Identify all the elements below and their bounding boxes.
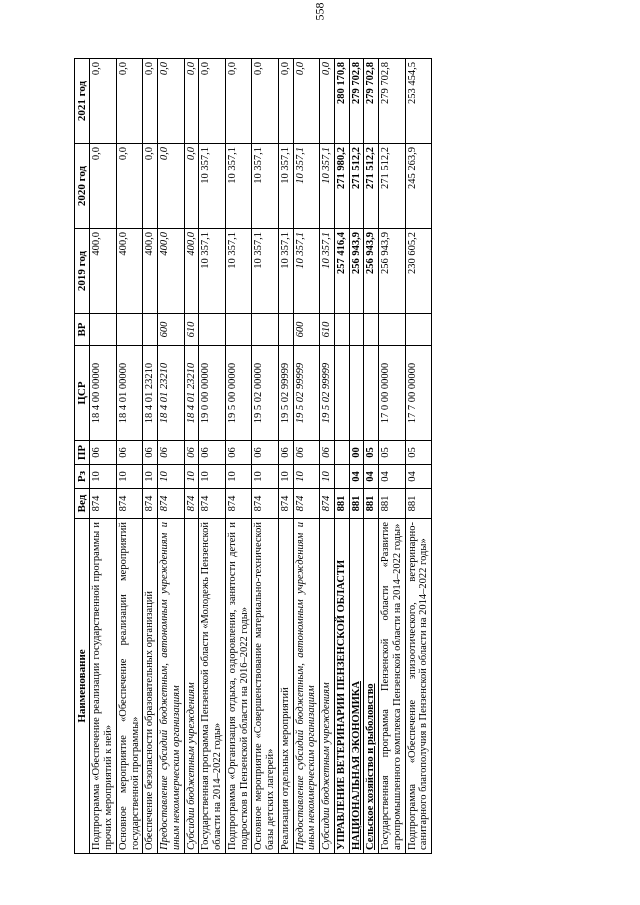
cell-csr: 19 5 02 99999 bbox=[278, 346, 293, 441]
cell-2020: 271 512,2 bbox=[349, 144, 364, 229]
table-row bbox=[349, 59, 364, 854]
cell-ved: 881 bbox=[364, 489, 379, 519]
table-row bbox=[158, 59, 185, 854]
cell-name: Основное мероприятие «Совершенствование материально-технической базы детских лагерей» bbox=[252, 519, 279, 854]
cell-pr: 06 bbox=[116, 441, 143, 465]
cell-name: Сельское хозяйство и рыболовство bbox=[364, 519, 379, 854]
cell-2019: 10 357,1 bbox=[278, 229, 293, 314]
cell-name: Предоставление субсидий бюджетным, автономным учреждениям и иным некоммерческим организациям bbox=[158, 519, 185, 854]
cell-2019: 256 943,9 bbox=[349, 229, 364, 314]
cell-pr: 06 bbox=[184, 441, 199, 465]
cell-2020: 0,0 bbox=[90, 144, 117, 229]
cell-csr: 18 4 01 23210 bbox=[158, 346, 185, 441]
cell-2020: 10 357,1 bbox=[225, 144, 252, 229]
cell-2021: 0,0 bbox=[90, 59, 117, 144]
cell-name: Субсидии бюджетным учреждениям bbox=[184, 519, 199, 854]
cell-2020: 10 357,1 bbox=[199, 144, 226, 229]
cell-2020: 10 357,1 bbox=[293, 144, 320, 229]
cell-2019: 400,0 bbox=[158, 229, 185, 314]
table-row bbox=[143, 59, 158, 854]
cell-2020: 271 512,2 bbox=[379, 144, 406, 229]
cell-name: Субсидии бюджетным учреждениям bbox=[320, 519, 335, 854]
cell-vr bbox=[199, 314, 226, 346]
cell-csr: 19 5 02 00000 bbox=[252, 346, 279, 441]
cell-pr: 06 bbox=[158, 441, 185, 465]
table-row bbox=[364, 59, 379, 854]
cell-2019: 256 943,9 bbox=[379, 229, 406, 314]
cell-csr bbox=[349, 346, 364, 441]
cell-pr: 06 bbox=[143, 441, 158, 465]
cell-ved: 874 bbox=[158, 489, 185, 519]
cell-csr bbox=[334, 346, 349, 441]
cell-pr: 05 bbox=[364, 441, 379, 465]
cell-pr: 06 bbox=[199, 441, 226, 465]
cell-ved: 874 bbox=[320, 489, 335, 519]
cell-name: Подпрограмма «Обеспечение реализации государственной программы и прочих мероприятий к ней» bbox=[90, 519, 117, 854]
cell-2021: 0,0 bbox=[252, 59, 279, 144]
header-vr: ВР bbox=[75, 314, 90, 346]
cell-2021: 0,0 bbox=[320, 59, 335, 144]
cell-rz: 10 bbox=[90, 465, 117, 489]
cell-csr: 18 4 01 00000 bbox=[116, 346, 143, 441]
cell-2021: 0,0 bbox=[199, 59, 226, 144]
cell-rz: 10 bbox=[278, 465, 293, 489]
cell-2019: 230 605,2 bbox=[405, 229, 432, 314]
header-name: Наименование bbox=[75, 519, 90, 854]
cell-pr: 06 bbox=[320, 441, 335, 465]
cell-2021: 0,0 bbox=[293, 59, 320, 144]
cell-2021: 280 170,8 bbox=[334, 59, 349, 144]
cell-2019: 10 357,1 bbox=[225, 229, 252, 314]
cell-ved: 874 bbox=[225, 489, 252, 519]
cell-rz: 10 bbox=[116, 465, 143, 489]
table-row bbox=[405, 59, 432, 854]
table-row bbox=[278, 59, 293, 854]
cell-2020: 271 512,2 bbox=[364, 144, 379, 229]
page-number-text: 558 bbox=[312, 2, 327, 21]
cell-2019: 400,0 bbox=[143, 229, 158, 314]
cell-vr bbox=[379, 314, 406, 346]
cell-vr bbox=[143, 314, 158, 346]
cell-rz: 10 bbox=[143, 465, 158, 489]
cell-ved: 881 bbox=[405, 489, 432, 519]
cell-pr: 06 bbox=[278, 441, 293, 465]
cell-2019: 257 416,4 bbox=[334, 229, 349, 314]
cell-2021: 253 454,5 bbox=[405, 59, 432, 144]
cell-csr: 18 4 00 00000 bbox=[90, 346, 117, 441]
cell-2019: 400,0 bbox=[116, 229, 143, 314]
cell-vr bbox=[252, 314, 279, 346]
cell-ved: 881 bbox=[349, 489, 364, 519]
table-row bbox=[334, 59, 349, 854]
cell-rz: 10 bbox=[158, 465, 185, 489]
cell-ved: 874 bbox=[199, 489, 226, 519]
cell-ved: 874 bbox=[293, 489, 320, 519]
table-row bbox=[199, 59, 226, 854]
cell-2020: 0,0 bbox=[116, 144, 143, 229]
header-2020: 2020 год bbox=[75, 144, 90, 229]
cell-pr: 06 bbox=[293, 441, 320, 465]
cell-2019: 10 357,1 bbox=[320, 229, 335, 314]
cell-csr: 19 5 02 99999 bbox=[293, 346, 320, 441]
page-number bbox=[0, 4, 640, 19]
cell-vr bbox=[278, 314, 293, 346]
cell-pr: 05 bbox=[379, 441, 406, 465]
cell-csr: 19 0 00 00000 bbox=[199, 346, 226, 441]
cell-rz: 10 bbox=[225, 465, 252, 489]
cell-2021: 0,0 bbox=[184, 59, 199, 144]
cell-vr: 610 bbox=[320, 314, 335, 346]
cell-pr: 06 bbox=[225, 441, 252, 465]
cell-name: Государственная программа Пензенской области «Развитие агропромышленного комплекса Пензенской области на 2014–2022 годы» bbox=[379, 519, 406, 854]
cell-2019: 400,0 bbox=[90, 229, 117, 314]
table-row bbox=[90, 59, 117, 854]
cell-name: УПРАВЛЕНИЕ ВЕТЕРИНАРИИ ПЕНЗЕНСКОЙ ОБЛАСТИ bbox=[334, 519, 349, 854]
cell-ved: 881 bbox=[379, 489, 406, 519]
table-row bbox=[293, 59, 320, 854]
table-row bbox=[225, 59, 252, 854]
cell-2021: 0,0 bbox=[143, 59, 158, 144]
cell-ved: 881 bbox=[334, 489, 349, 519]
cell-2019: 400,0 bbox=[184, 229, 199, 314]
header-2019: 2019 год bbox=[75, 229, 90, 314]
cell-vr bbox=[405, 314, 432, 346]
cell-name: Основное мероприятие «Обеспечение реализации мероприятий государственной программы» bbox=[116, 519, 143, 854]
cell-vr bbox=[116, 314, 143, 346]
cell-rz: 10 bbox=[184, 465, 199, 489]
table-row bbox=[252, 59, 279, 854]
budget-table bbox=[74, 58, 432, 854]
cell-name: НАЦИОНАЛЬНАЯ ЭКОНОМИКА bbox=[349, 519, 364, 854]
cell-2021: 0,0 bbox=[158, 59, 185, 144]
cell-name: Подпрограмма «Организация отдыха, оздоровления, занятости детей и подростков в Пензенской области на 2016–2022 годы» bbox=[225, 519, 252, 854]
header-2021: 2021 год bbox=[75, 59, 90, 144]
cell-name: Обеспечение безопасности образовательных организаций bbox=[143, 519, 158, 854]
cell-pr: 05 bbox=[405, 441, 432, 465]
cell-pr: 00 bbox=[349, 441, 364, 465]
cell-2020: 0,0 bbox=[184, 144, 199, 229]
cell-rz: 10 bbox=[320, 465, 335, 489]
cell-pr: 06 bbox=[90, 441, 117, 465]
cell-2020: 0,0 bbox=[158, 144, 185, 229]
cell-rz: 10 bbox=[199, 465, 226, 489]
cell-2021: 279 702,8 bbox=[379, 59, 406, 144]
cell-2020: 245 263,9 bbox=[405, 144, 432, 229]
cell-ved: 874 bbox=[90, 489, 117, 519]
cell-name: Государственная программа Пензенской области «Молодежь Пензенской области на 2014–2022 годы» bbox=[199, 519, 226, 854]
budget-table-container bbox=[74, 59, 609, 854]
header-pr: ПР bbox=[75, 441, 90, 465]
table-row bbox=[116, 59, 143, 854]
header-row bbox=[75, 59, 90, 854]
cell-vr bbox=[90, 314, 117, 346]
cell-vr bbox=[349, 314, 364, 346]
cell-csr: 19 5 00 00000 bbox=[225, 346, 252, 441]
cell-ved: 874 bbox=[184, 489, 199, 519]
cell-2019: 10 357,1 bbox=[252, 229, 279, 314]
cell-csr: 18 4 01 23210 bbox=[184, 346, 199, 441]
cell-ved: 874 bbox=[143, 489, 158, 519]
cell-rz: 10 bbox=[252, 465, 279, 489]
cell-rz: 04 bbox=[364, 465, 379, 489]
table-row bbox=[379, 59, 406, 854]
cell-2021: 0,0 bbox=[278, 59, 293, 144]
cell-vr bbox=[225, 314, 252, 346]
cell-2021: 279 702,8 bbox=[349, 59, 364, 144]
cell-csr: 17 0 00 00000 bbox=[379, 346, 406, 441]
cell-name: Предоставление субсидий бюджетным, автономным учреждениям и иным некоммерческим организациям bbox=[293, 519, 320, 854]
cell-2021: 0,0 bbox=[225, 59, 252, 144]
cell-pr: 06 bbox=[252, 441, 279, 465]
cell-ved: 874 bbox=[252, 489, 279, 519]
cell-ved: 874 bbox=[278, 489, 293, 519]
cell-rz: 10 bbox=[293, 465, 320, 489]
table-body bbox=[90, 59, 432, 854]
cell-rz: 04 bbox=[405, 465, 432, 489]
cell-name: Подпрограмма «Обеспечение эпизоотического, ветеринарно-санитарного благополучия в Пензенской области на 2014–2022 годы» bbox=[405, 519, 432, 854]
cell-2020: 10 357,1 bbox=[252, 144, 279, 229]
cell-2019: 256 943,9 bbox=[364, 229, 379, 314]
cell-2019: 10 357,1 bbox=[293, 229, 320, 314]
cell-rz: 04 bbox=[349, 465, 364, 489]
cell-vr bbox=[334, 314, 349, 346]
header-csr: ЦСР bbox=[75, 346, 90, 441]
cell-vr bbox=[364, 314, 379, 346]
cell-ved: 874 bbox=[116, 489, 143, 519]
cell-csr: 18 4 01 23210 bbox=[143, 346, 158, 441]
cell-pr bbox=[334, 441, 349, 465]
table-row bbox=[320, 59, 335, 854]
cell-csr: 19 5 02 99999 bbox=[320, 346, 335, 441]
cell-2020: 0,0 bbox=[143, 144, 158, 229]
cell-name: Реализация отдельных мероприятий bbox=[278, 519, 293, 854]
cell-rz bbox=[334, 465, 349, 489]
cell-vr: 600 bbox=[158, 314, 185, 346]
cell-2020: 271 980,2 bbox=[334, 144, 349, 229]
cell-csr: 17 7 00 00000 bbox=[405, 346, 432, 441]
cell-rz: 04 bbox=[379, 465, 406, 489]
cell-2020: 10 357,1 bbox=[320, 144, 335, 229]
cell-csr bbox=[364, 346, 379, 441]
cell-2021: 0,0 bbox=[116, 59, 143, 144]
cell-2021: 279 702,8 bbox=[364, 59, 379, 144]
cell-vr: 610 bbox=[184, 314, 199, 346]
cell-2019: 10 357,1 bbox=[199, 229, 226, 314]
table-row bbox=[184, 59, 199, 854]
cell-2020: 10 357,1 bbox=[278, 144, 293, 229]
header-ved: Вед bbox=[75, 489, 90, 519]
cell-vr: 600 bbox=[293, 314, 320, 346]
header-rz: Рз bbox=[75, 465, 90, 489]
